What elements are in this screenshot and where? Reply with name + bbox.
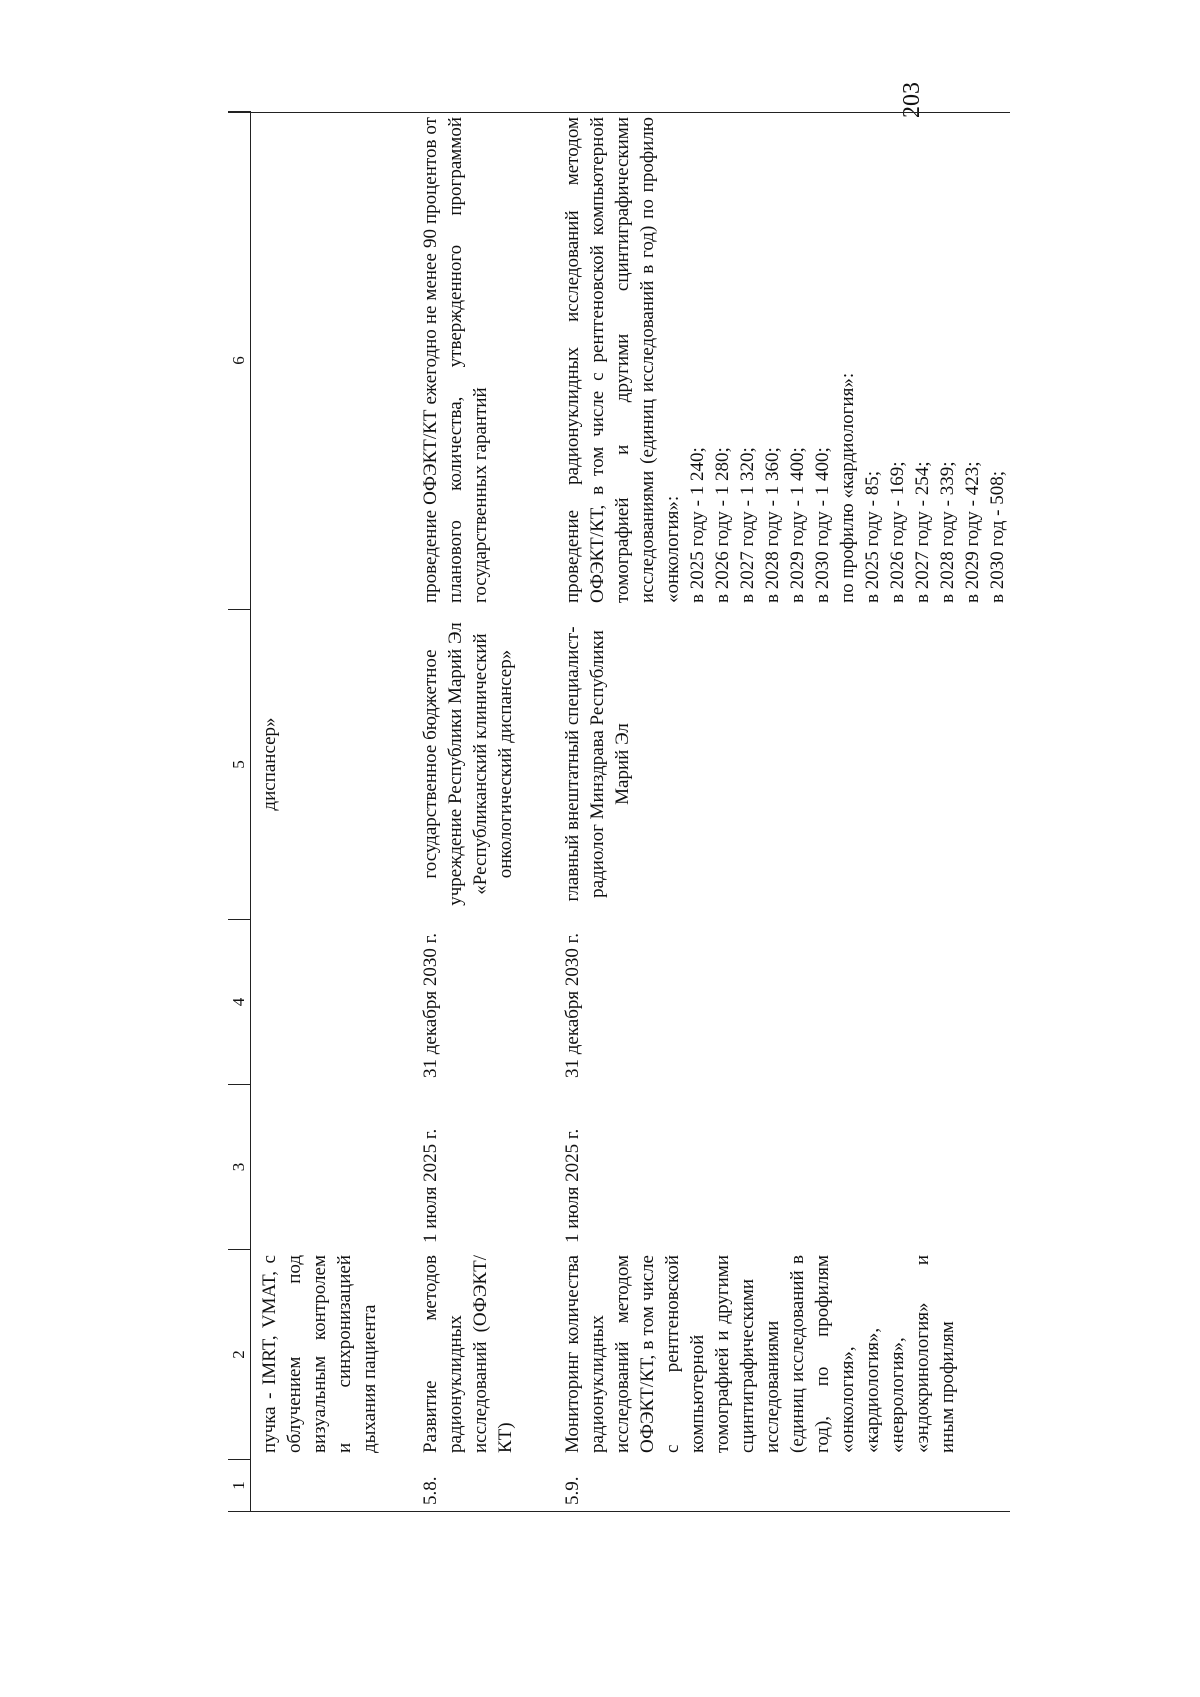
onco-2027: в 2027 году - 1 320; xyxy=(737,447,758,603)
row-5-9-num: 5.9. xyxy=(562,1476,583,1505)
cardio-2030: в 2030 год - 508; xyxy=(987,470,1008,603)
row-5-9-result-intro: проведение радионуклидных исследований методом ОФЭКТ/КТ, в том числе с рентгеновской компьютерной томографией и другими сцинтиграфическими исследованиями (единиц исследований в год) по профилю «онкология»: xyxy=(562,117,683,603)
cardio-2029: в 2029 году - 423; xyxy=(962,461,983,603)
row-cont-end xyxy=(251,919,382,1084)
row-5-9-desc: Мониторинг количества радионуклидных исследований методом ОФЭКТ/КТ, в том числе с рентгеновской компьютерной томографией и другими сцинтиграфическими исследованиями (единиц исследований в год), по профилям «онкология», «кардиология», «неврология», «эндокринология» и иным профилям xyxy=(562,1255,958,1453)
row-5-8-end: 31 декабря 2030 г. xyxy=(420,932,441,1078)
onco-2028: в 2028 году - 1 360; xyxy=(762,447,783,603)
onco-2025: в 2025 году - 1 240; xyxy=(687,447,708,603)
cardio-2026: в 2026 году - 169; xyxy=(887,461,908,603)
cardio-label: по профилю «кардиология»: xyxy=(837,372,858,603)
header-col-6: 6 xyxy=(228,111,251,609)
row-cont-start xyxy=(251,1084,382,1249)
row-5-8-desc: Развитие методов радионуклидных исследований (ОФЭКТ/КТ) xyxy=(420,1255,516,1453)
row-cont-result xyxy=(251,111,382,609)
header-col-2: 2 xyxy=(228,1249,251,1459)
row-5-8-num: 5.8. xyxy=(420,1476,441,1505)
header-col-1: 1 xyxy=(228,1459,251,1511)
page-number: 203 xyxy=(899,82,925,118)
row-5-9-start: 1 июля 2025 г. xyxy=(562,1128,583,1243)
row-5-9-end: 31 декабря 2030 г. xyxy=(562,932,583,1078)
rotated-table xyxy=(228,112,1008,1512)
cardio-2028: в 2028 году - 339; xyxy=(937,461,958,603)
row-cont-num xyxy=(251,1459,382,1511)
row-cont-desc: пучка - IMRT, VMAT, с облучением под визуальным контролем и синхронизацией дыхания пациента xyxy=(259,1255,380,1453)
row-5-9-result xyxy=(518,111,1010,609)
row-5-9-responsible: главный внештатный специалист-радиолог Минздрава Республики Марий Эл xyxy=(562,626,633,902)
table-grid xyxy=(228,112,1010,1512)
cardio-2025: в 2025 году - 85; xyxy=(862,470,883,603)
onco-2026: в 2026 году - 1 280; xyxy=(712,447,733,603)
header-col-4: 4 xyxy=(228,919,251,1084)
onco-2030: в 2030 году - 1 400; xyxy=(812,447,833,603)
row-cont-responsible: диспансер» xyxy=(259,717,280,811)
row-5-8-start: 1 июля 2025 г. xyxy=(420,1128,441,1243)
header-col-3: 3 xyxy=(228,1084,251,1249)
cardio-2027: в 2027 году - 254; xyxy=(912,461,933,603)
header-col-5: 5 xyxy=(228,609,251,919)
row-5-8-result: проведение ОФЭКТ/КТ ежегодно не менее 90 процентов от планового количества, утвержденного программой государственных гарантий xyxy=(420,117,491,603)
onco-2029: в 2029 году - 1 400; xyxy=(787,447,808,603)
row-5-8-responsible: государственное бюджетное учреждение Республики Марий Эл «Республиканский клинический онкологический диспансер» xyxy=(420,622,516,906)
